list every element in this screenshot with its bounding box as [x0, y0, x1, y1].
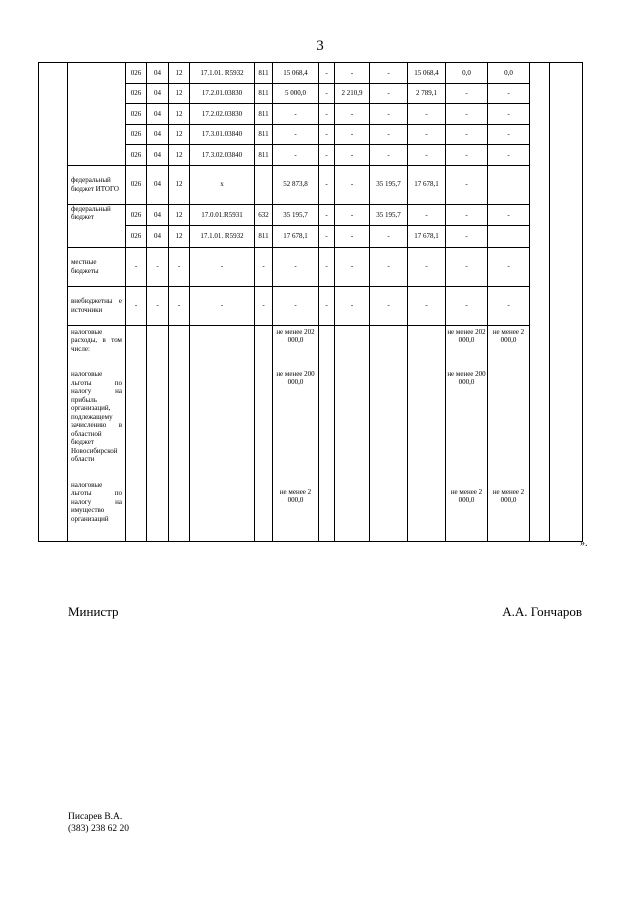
cell: 026 — [126, 226, 147, 248]
cell: - — [319, 204, 335, 226]
cell: 52 873,8 — [273, 165, 319, 204]
tax-total-sum: не менее 202 000,0 — [276, 327, 315, 344]
cell: - — [147, 286, 169, 325]
cell: 12 — [169, 104, 190, 125]
cell: 026 — [126, 165, 147, 204]
cell: - — [319, 286, 335, 325]
cell: - — [446, 204, 488, 226]
cell: 12 — [169, 204, 190, 226]
cell: - — [488, 104, 530, 125]
cell: - — [488, 124, 530, 145]
cell: 12 — [169, 124, 190, 145]
cell: - — [255, 247, 273, 286]
tax-total-y5: не менее 2 000,0 — [492, 327, 525, 344]
tax-year4-cell — [446, 325, 488, 541]
cell: - — [408, 124, 446, 145]
cell: 026 — [126, 104, 147, 125]
cell: 17.2.01.03830 — [190, 83, 255, 104]
cell: 17.2.02.03830 — [190, 104, 255, 125]
cell: - — [273, 247, 319, 286]
cell: 2 210,9 — [335, 83, 370, 104]
cell: - — [446, 226, 488, 248]
cell: 12 — [169, 165, 190, 204]
cell: - — [147, 247, 169, 286]
cell: 15 068,4 — [273, 63, 319, 84]
cell: - — [319, 63, 335, 84]
cell: 04 — [147, 165, 169, 204]
cell: - — [408, 204, 446, 226]
cell: - — [408, 247, 446, 286]
cell: - — [335, 226, 370, 248]
cell: - — [488, 286, 530, 325]
cell: 12 — [169, 63, 190, 84]
cell: - — [408, 145, 446, 166]
cell: 2 789,1 — [408, 83, 446, 104]
signature-title: Министр — [68, 604, 119, 619]
cell: 17.1.01. R5932 — [190, 226, 255, 248]
cell — [319, 325, 335, 541]
cell — [255, 165, 273, 204]
contact-block — [68, 811, 129, 835]
cell: - — [335, 145, 370, 166]
cell: 35 195,7 — [273, 204, 319, 226]
cell: - — [335, 165, 370, 204]
cell: - — [488, 83, 530, 104]
cell: 15 068,4 — [408, 63, 446, 84]
cell: 12 — [169, 226, 190, 248]
cell: - — [370, 124, 408, 145]
cell — [335, 325, 370, 541]
row-label-federal-total: федеральный бюджет ИТОГО — [68, 165, 126, 204]
tax-year5-cell — [488, 325, 530, 541]
cell: - — [319, 145, 335, 166]
cell: - — [335, 63, 370, 84]
cell — [190, 325, 255, 541]
cell — [370, 325, 408, 541]
cell: 17.1.01. R5932 — [190, 63, 255, 84]
cell: - — [370, 63, 408, 84]
cell: - — [319, 247, 335, 286]
cell: 811 — [255, 145, 273, 166]
cell: - — [446, 286, 488, 325]
cell: - — [273, 286, 319, 325]
row-label-offbudget: внебюджетны е источники — [68, 286, 126, 325]
contact-name: Писарев В.А. — [68, 812, 123, 822]
signature-name: А.А. Гончаров — [502, 604, 582, 619]
cell: - — [446, 104, 488, 125]
cell: 632 — [255, 204, 273, 226]
tax-label-profit: налоговые льготы по налогу на прибыль организаций, подлежащему зачислению в областной бюджет Новосибирской области — [71, 370, 122, 463]
cell: 026 — [126, 124, 147, 145]
table-row-local — [39, 247, 583, 286]
cell: 811 — [255, 63, 273, 84]
cell: - — [370, 286, 408, 325]
cell: - — [488, 145, 530, 166]
cell: - — [335, 104, 370, 125]
cell: - — [126, 286, 147, 325]
cell: 17.3.01.03840 — [190, 124, 255, 145]
cell: 04 — [147, 104, 169, 125]
cell: - — [446, 124, 488, 145]
contact-phone: (383) 238 62 20 — [68, 824, 129, 834]
cell: 5 000,0 — [273, 83, 319, 104]
table-row-offbudget — [39, 286, 583, 325]
cell: - — [408, 104, 446, 125]
cell: 04 — [147, 63, 169, 84]
cell: - — [273, 145, 319, 166]
table-row-federal-total — [39, 165, 583, 204]
cell: - — [446, 83, 488, 104]
cell: - — [319, 226, 335, 248]
cell: - — [335, 124, 370, 145]
cell — [169, 325, 190, 541]
row-label-tax — [68, 325, 126, 541]
cell: 026 — [126, 83, 147, 104]
cell: - — [319, 124, 335, 145]
cell: - — [488, 247, 530, 286]
cell: - — [446, 145, 488, 166]
cell: 811 — [255, 226, 273, 248]
tax-property-y4: не менее 2 000,0 — [450, 487, 483, 504]
cell: 811 — [255, 83, 273, 104]
cell: - — [273, 104, 319, 125]
cell: 35 195,7 — [370, 165, 408, 204]
table-edge-cell — [39, 63, 68, 542]
cell: 17 678,1 — [408, 165, 446, 204]
cell: х — [190, 165, 255, 204]
cell: 04 — [147, 145, 169, 166]
cell: - — [190, 286, 255, 325]
tax-profit-sum: не менее 200 000,0 — [276, 369, 315, 386]
row-label-cell — [68, 63, 126, 166]
cell: - — [169, 286, 190, 325]
cell: 35 195,7 — [370, 204, 408, 226]
page-number: 3 — [316, 38, 324, 54]
cell: 811 — [255, 124, 273, 145]
cell: 17.0.01.R5931 — [190, 204, 255, 226]
closing-quote-mark: ». — [580, 538, 588, 549]
cell: - — [255, 286, 273, 325]
cell: 811 — [255, 104, 273, 125]
cell: 0,0 — [488, 63, 530, 84]
cell — [488, 165, 530, 204]
cell: - — [370, 104, 408, 125]
empty-column-cell — [530, 63, 550, 542]
cell: - — [169, 247, 190, 286]
tax-property-y5: не менее 2 000,0 — [492, 487, 525, 504]
tax-label-total: налоговые расходы, в том числе: — [71, 327, 122, 353]
cell: 04 — [147, 124, 169, 145]
cell: 026 — [126, 145, 147, 166]
table-row — [39, 63, 583, 84]
cell: - — [319, 165, 335, 204]
cell: - — [190, 247, 255, 286]
cell — [126, 325, 147, 541]
row-label-federal: федеральный бюджет — [68, 204, 126, 247]
cell — [408, 325, 446, 541]
cell: - — [446, 165, 488, 204]
cell: - — [126, 247, 147, 286]
cell — [147, 325, 169, 541]
cell: 04 — [147, 204, 169, 226]
cell: 17 678,1 — [408, 226, 446, 248]
cell: - — [370, 145, 408, 166]
cell: - — [273, 124, 319, 145]
cell: 12 — [169, 145, 190, 166]
cell: 026 — [126, 63, 147, 84]
cell: - — [446, 247, 488, 286]
cell: 026 — [126, 204, 147, 226]
cell — [255, 325, 273, 541]
cell: - — [319, 104, 335, 125]
tax-profit-y4: не менее 200 000,0 — [447, 369, 486, 386]
tax-sum-cell — [273, 325, 319, 541]
table-row-tax — [39, 325, 583, 541]
cell: - — [319, 83, 335, 104]
table-row-federal — [39, 204, 583, 226]
tax-label-property: налоговые льготы по налогу на имущество организаций — [71, 480, 122, 523]
cell: 04 — [147, 83, 169, 104]
cell: 12 — [169, 83, 190, 104]
row-label-local: местные бюджеты — [68, 247, 126, 286]
tax-total-y4: не менее 202 000,0 — [447, 327, 486, 344]
cell: - — [370, 226, 408, 248]
cell: - — [488, 204, 530, 226]
cell: - — [335, 286, 370, 325]
cell: 17 678,1 — [273, 226, 319, 248]
cell: 04 — [147, 226, 169, 248]
budget-table — [38, 62, 583, 542]
cell: 17.3.02.03840 — [190, 145, 255, 166]
cell: 0,0 — [446, 63, 488, 84]
cell — [488, 226, 530, 248]
cell: - — [408, 286, 446, 325]
cell: - — [335, 247, 370, 286]
cell: - — [370, 83, 408, 104]
empty-column-cell — [550, 63, 583, 542]
cell: - — [370, 247, 408, 286]
tax-property-sum: не менее 2 000,0 — [279, 487, 312, 504]
cell: - — [335, 204, 370, 226]
